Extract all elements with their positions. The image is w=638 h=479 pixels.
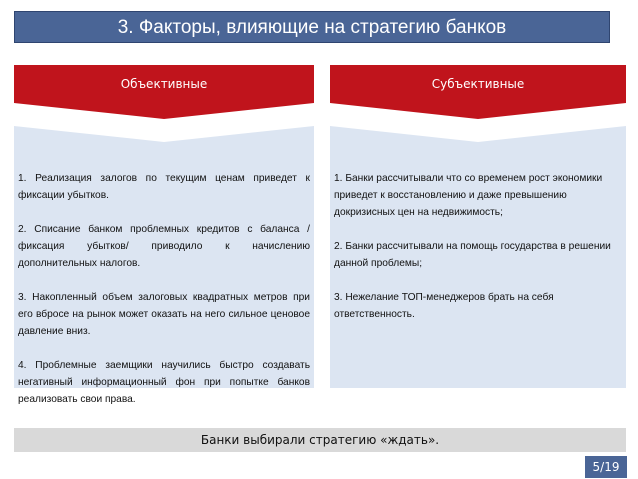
objective-item: 4. Проблемные заемщики научились быстро создавать негативный информационный фон при попытке банков реализовать свои права. <box>18 360 310 405</box>
page-number-badge: 5/19 <box>585 456 627 478</box>
subjective-item: 3. Нежелание ТОП-менеджеров брать на себя ответственность. <box>334 292 554 320</box>
subjective-item: 1. Банки рассчитывали что со временем рост экономики приведет к восстановлению и даже превышению докризисных цен на недвижимость; <box>334 173 603 218</box>
subjective-header <box>330 65 626 119</box>
objective-header <box>14 65 314 119</box>
objective-item: 1. Реализация залогов по текущим ценам приведет к фиксации убытков. <box>18 173 310 201</box>
slide-title: 3. Факторы, влияющие на стратегию банков <box>14 11 610 43</box>
conclusion-bar: Банки выбирали стратегию «ждать». <box>14 428 626 452</box>
objective-header-label: Объективные <box>120 77 208 91</box>
subjective-header-label: Субъективные <box>431 77 525 91</box>
objective-panel <box>14 126 314 405</box>
subjective-item: 2. Банки рассчитывали на помощь государства в решении данной проблемы; <box>334 241 611 269</box>
objective-item: 2. Списание банком проблемных кредитов с баланса /фиксация убытков/ приводило к начислению дополнительных налогов. <box>18 224 310 269</box>
objective-item: 3. Накопленный объем залоговых квадратных метров при его вбросе на рынок может оказать на него сильное ценовое давление вниз. <box>18 292 310 337</box>
subjective-panel <box>330 126 626 388</box>
